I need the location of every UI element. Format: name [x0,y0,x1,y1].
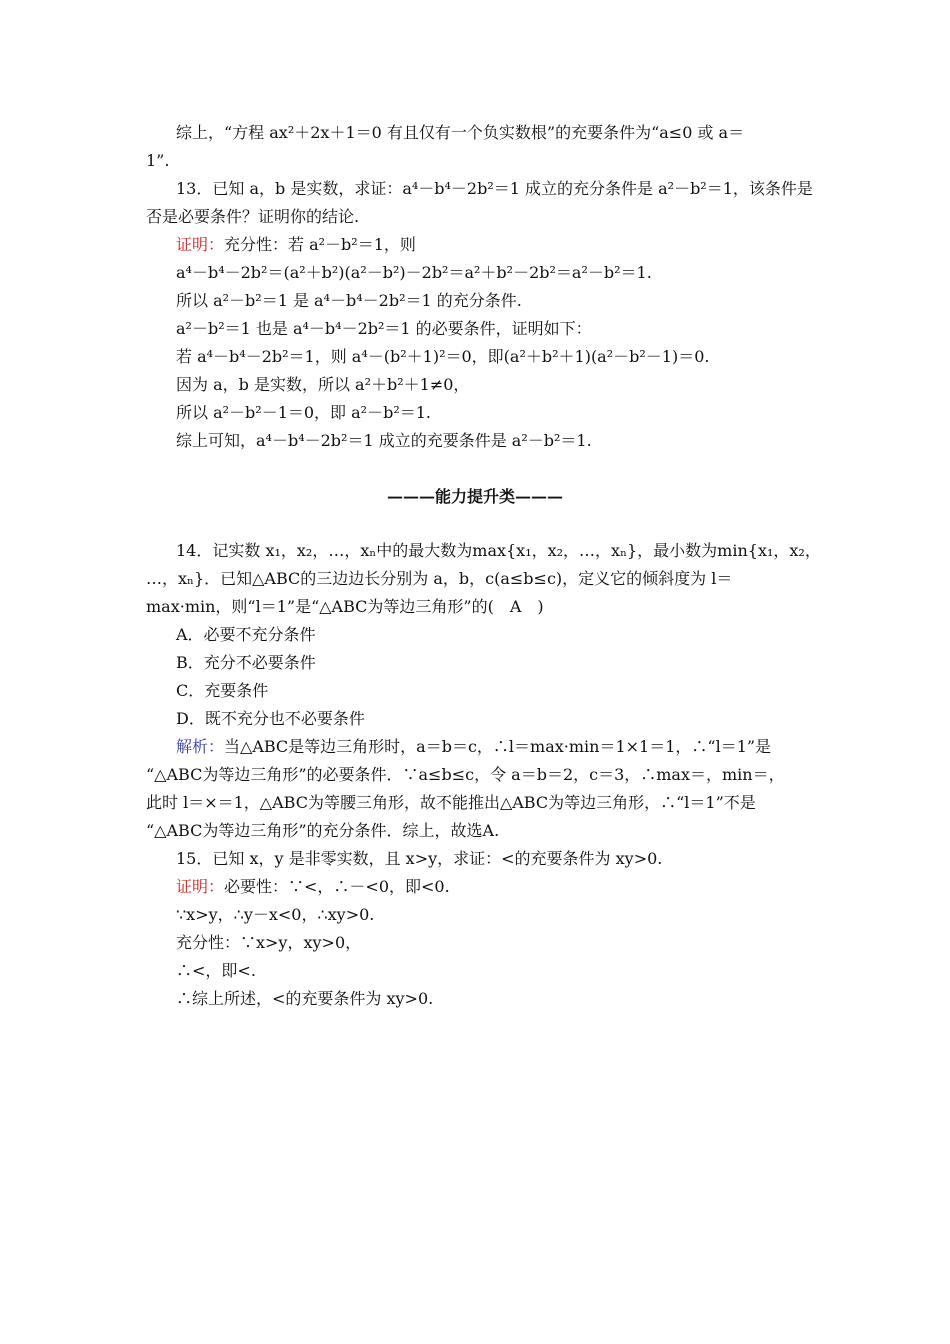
text-content: 所以 a²－b²－1＝0，即 a²－b²＝1. [176,403,432,422]
text-content: max·min，则“l＝1”是“△ABC为等边三角形”的( A ) [146,597,544,616]
text-line [176,346,709,368]
text-line [146,206,359,228]
text-content: 充分性：若 a²－b²＝1，则 [224,235,416,254]
solution-label: 证明： [176,235,225,254]
text-line [176,876,450,898]
section-heading: ———能力提升类——— [386,487,563,506]
text-content: 1”. [146,151,170,170]
text-content: D．既不充分也不必要条件 [176,709,365,728]
text-content: A．必要不充分条件 [176,625,316,644]
text-line [176,318,592,340]
text-content: ∴综上所述，<的充要条件为 xy>0. [176,989,434,1008]
text-content: 13．已知 a，b 是实数，求证：a⁴－b⁴－2b²＝1 成立的充分条件是 a²－b²＝1，该条件是 [176,179,813,198]
text-line [176,652,316,674]
text-content: 15．已知 x，y 是非零实数，且 x>y，求证：<的充要条件为 xy>0. [176,849,663,868]
text-line [176,374,469,396]
text-line [176,848,662,870]
solution-label: 解析： [176,737,225,756]
text-line [146,820,499,842]
text-content: 所以 a²－b²＝1 是 a⁴－b⁴－2b²＝1 的充分条件. [176,291,522,310]
text-line [176,540,821,562]
text-line [176,988,433,1010]
text-line [176,708,365,730]
text-content: 14．记实数 x₁，x₂，…，xₙ中的最大数为max{x₁，x₂，…，xₙ}，最小数为min{x₁，x₂， [176,541,821,560]
text-content: C．充要条件 [176,681,269,700]
text-content: 充分性：∵x>y，xy>0， [176,933,362,952]
text-content: …，xₙ}．已知△ABC的三边边长分别为 a，b，c(a≤b≤c)，定义它的倾斜度为 l＝ [146,569,733,588]
text-line [176,402,431,424]
text-line [176,178,813,200]
text-line [176,736,771,758]
text-content: 因为 a，b 是实数，所以 a²＋b²＋1≠0， [176,375,470,394]
text-line [146,596,544,618]
solution-label: 证明： [176,877,225,896]
text-line [176,680,268,702]
text-content: 当△ABC是等边三角形时，a＝b＝c，∴l＝max·min＝1×1＝1，∴“l＝1”是 [224,737,772,756]
text-content: 若 a⁴－b⁴－2b²＝1，则 a⁴－(b²＋1)²＝0，即(a²＋b²＋1)(a²－b²－1)＝0. [176,347,710,366]
text-content: “△ABC为等边三角形”的必要条件．∵a≤b≤c，令 a＝b＝2，c＝3，∴max＝，min＝， [146,765,785,784]
text-line [176,430,592,452]
text-line [146,792,756,814]
text-line [176,262,652,284]
text-content: ∴<，即<. [176,961,256,980]
text-content: 否是必要条件？证明你的结论. [146,207,360,226]
text-line [176,960,256,982]
text-content: a²－b²＝1 也是 a⁴－b⁴－2b²＝1 的必要条件，证明如下： [176,319,592,338]
text-content: B．充分不必要条件 [176,653,316,672]
text-content: “△ABC为等边三角形”的充分条件．综上，故选A. [146,821,500,840]
text-content: 必要性：∵<，∴－<0，即<0. [224,877,450,896]
text-content: 综上可知，a⁴－b⁴－2b²＝1 成立的充要条件是 a²－b²＝1. [176,431,592,450]
text-content: 此时 l＝×＝1，△ABC为等腰三角形，故不能推出△ABC为等边三角形，∴“l＝1”不是 [146,793,756,812]
text-line [176,122,744,144]
text-content: 综上，“方程 ax²＋2x＋1＝0 有且仅有一个负实数根”的充要条件为“a≤0 或 a＝ [176,123,745,142]
text-content: ∵x>y，∴y－x<0，∴xy>0. [176,905,375,924]
text-line [146,764,785,786]
text-content: a⁴－b⁴－2b²＝(a²＋b²)(a²－b²)－2b²＝a²＋b²－2b²＝a²－b²＝1. [176,263,652,282]
text-line [176,624,316,646]
text-line [146,150,169,172]
text-line [176,290,522,312]
text-line [146,568,732,590]
text-line [176,234,416,256]
text-line [176,932,361,954]
text-line [176,904,374,926]
